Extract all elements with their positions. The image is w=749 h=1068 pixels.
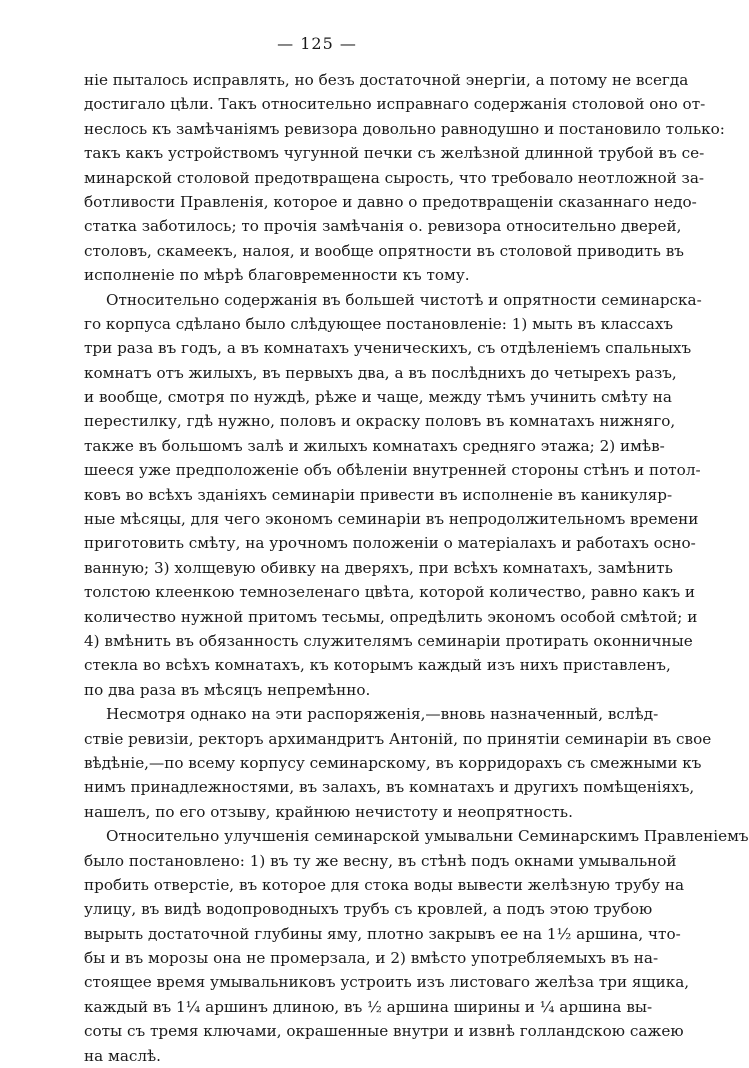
text-line: приготовить смѣту, на урочномъ положеніи о матеріалахъ и работахъ осно- <box>84 534 696 553</box>
body-text <box>84 68 749 1068</box>
text-line: на маслѣ. <box>84 1046 162 1065</box>
text-line: стоящее время умывальниковъ устроить изъ листоваго желѣза три ящика, <box>84 973 690 992</box>
text-line: ботливости Правленія, которое и давно о предотвращеніи сказаннаго недо- <box>84 192 697 211</box>
page-number: — 125 — <box>277 34 357 53</box>
text-line: 4) вмѣнить въ обязанность служителямъ семинаріи протирать оконничные <box>84 631 693 650</box>
text-line: по два раза въ мѣсяцъ непремѣнно. <box>84 680 371 699</box>
text-line: шееся уже предположеніе объ обѣленіи внутренней стороны стѣнъ и потол- <box>84 461 701 480</box>
text-line: улицу, въ видѣ водопроводныхъ трубъ съ кровлей, а подъ этою трубою <box>84 900 653 919</box>
text-line: соты съ тремя ключами, окрашенные внутри и извнѣ голландскою сажею <box>84 1022 684 1041</box>
text-line: толстою клеенкою темнозеленаго цвѣта, которой количество, равно какъ и <box>84 583 696 602</box>
text-line: пробить отверстіе, въ которое для стока воды вывести желѣзную трубу на <box>84 875 685 894</box>
text-line: ніе пыталось исправлять, но безъ достаточной энергіи, а потому не всегда <box>84 71 689 89</box>
text-line: нашелъ, по его отзыву, крайнюю нечистоту и неопрятность. <box>84 802 573 821</box>
text-line: неслось къ замѣчаніямъ ревизора довольно равнодушно и постановило только: <box>84 119 725 138</box>
text-line: комнатъ отъ жилыхъ, въ первыхъ два, а въ послѣднихъ до четырехъ разъ, <box>84 363 677 382</box>
text-line: нимъ принадлежностями, въ залахъ, въ комнатахъ и другихъ помѣщеніяхъ, <box>84 778 695 797</box>
text-line: минарской столовой предотвращена сырость, что требовало неотложной за- <box>84 168 705 187</box>
text-line: исполненіе по мѣрѣ благовременности къ тому. <box>84 266 470 285</box>
text-line: Относительно улучшенія семинарской умывальни Семинарскимъ Правленіемъ <box>106 827 749 846</box>
text-line: бы и въ морозы она не промерзала, и 2) вмѣсто употребляемыхъ въ на- <box>84 949 659 968</box>
text-line: ствіе ревизіи, ректоръ архимандритъ Антоній, по принятіи семинаріи въ свое <box>84 729 712 748</box>
text-line: перестилку, гдѣ нужно, половъ и окраску половъ въ комнатахъ нижняго, <box>84 412 676 431</box>
text-line: го корпуса сдѣлано было слѣдующее постановленіе: 1) мыть въ классахъ <box>84 314 674 333</box>
text-line: достигало цѣли. Такъ относительно исправнаго содержанія столовой оно от- <box>84 95 706 114</box>
text-line: и вообще, смотря по нуждѣ, рѣже и чаще, между тѣмъ учинить смѣту на <box>84 388 672 407</box>
text-line: такъ какъ устройствомъ чугунной печки съ желѣзной длинной трубой въ се- <box>84 144 705 163</box>
text-line: также въ большомъ залѣ и жилыхъ комнатахъ средняго этажа; 2) имѣв- <box>84 436 665 455</box>
text-line: ные мѣсяцы, для чего экономъ семинаріи въ непродолжительномъ времени <box>84 510 699 529</box>
text-line: статка заботилось; то прочія замѣчанія о. ревизора относительно дверей, <box>84 217 682 236</box>
text-line: три раза въ годъ, а въ комнатахъ ученическихъ, съ отдѣленіемъ спальныхъ <box>84 339 692 358</box>
text-line: было постановлено: 1) въ ту же весну, въ стѣнѣ подъ окнами умывальной <box>84 851 677 870</box>
text-line: Несмотря однако на эти распоряженія,—вновь назначенный, вслѣд- <box>106 705 659 724</box>
text-line: стекла во всѣхъ комнатахъ, къ которымъ каждый изъ нихъ приставленъ, <box>84 656 671 675</box>
text-line: каждый въ 1¼ аршинъ длиною, въ ½ аршина ширины и ¼ аршина вы- <box>84 997 653 1016</box>
text-line: столовъ, скамеекъ, налоя, и вообще опрятности въ столовой приводить въ <box>84 241 684 260</box>
text-line: количество нужной притомъ тесьмы, опредѣлить экономъ особой смѣтой; и <box>84 607 698 626</box>
text-line: ванную; 3) холщевую обивку на дверяхъ, при всѣхъ комнатахъ, замѣнить <box>84 558 673 577</box>
text-line: ковъ во всѣхъ зданіяхъ семинаріи привести въ исполненіе въ каникуляр- <box>84 485 673 504</box>
text-line: Относительно содержанія въ большей чистотѣ и опрятности семинарска- <box>106 290 702 309</box>
text-line: вырыть достаточной глубины яму, плотно закрывъ ее на 1½ аршина, что- <box>84 924 681 943</box>
text-line: вѣдѣніе,—по всему корпусу семинарскому, въ корридорахъ съ смежными къ <box>84 753 702 772</box>
